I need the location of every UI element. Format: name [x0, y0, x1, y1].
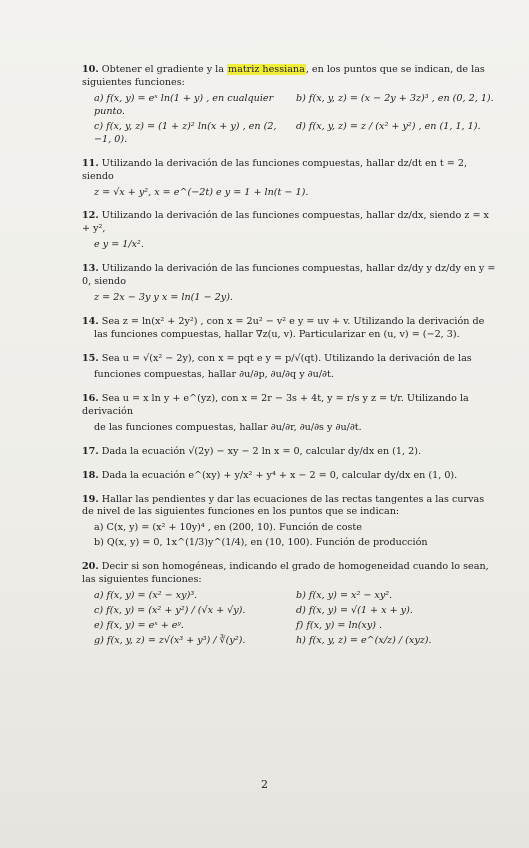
page-number: 2 [261, 778, 268, 791]
exercise-number: 13. [82, 263, 99, 275]
exercise-11 [82, 158, 498, 200]
exercise-19-intro: Hallar las pendientes y dar las ecuaciones de las rectas tangentes a las curvas de nivel de las siguientes funciones en los puntos que se indican: [82, 493, 485, 518]
exercise-number: 15. [82, 352, 99, 364]
exercise-12-line2: e y = 1/x². [94, 239, 144, 251]
exercise-10-intro [82, 64, 498, 90]
exercise-number: 18. [82, 469, 99, 481]
exercise-list [82, 64, 498, 659]
exercise-12 [82, 210, 498, 252]
exercise-number: 19. [82, 493, 99, 505]
exercise-19-items [94, 522, 498, 550]
exercise-19 [82, 494, 498, 551]
exercise-12-line1: Utilizando la derivación de las funciones compuestas, hallar dz/dx, siendo z = x + y², [82, 210, 489, 235]
exercise-20-items [94, 590, 498, 648]
item-e: e) f(x, y) = eˣ + eʸ. [94, 620, 184, 631]
item-b: b) f(x, y) = x² − xy². [296, 590, 393, 602]
exercise-number: 14. [82, 316, 99, 328]
item-row [94, 121, 498, 147]
exercise-10-items [94, 93, 498, 147]
exercise-13-line2: z = 2x − 3y y x = ln(1 − 2y). [94, 292, 233, 304]
exercise-number: 20. [82, 561, 99, 573]
exercise-15 [82, 353, 498, 382]
item-row [94, 93, 498, 119]
exercise-17 [82, 446, 498, 459]
item-row [94, 605, 498, 618]
exercise-14-line1: Sea z = ln(x² + 2y²) , con x = 2u² − v² e y = uv + v. Utilizando la derivación de [101, 316, 485, 328]
exercise-18-line1: Dada la ecuación e^(xy) + y/x² + y⁴ + x − 2 = 0, calcular dy/dx en (1, 0). [101, 469, 458, 481]
exercise-20 [82, 561, 498, 648]
exercise-number: 17. [82, 445, 99, 457]
exercise-18 [82, 470, 498, 483]
exercise-15-line2: funciones compuestas, hallar ∂u/∂p, ∂u/∂q y ∂u/∂t. [94, 368, 334, 380]
exercise-number: 11. [82, 157, 99, 169]
exercise-11-line1: Utilizando la derivación de las funciones compuestas, hallar dz/dt en t = 2, siendo [82, 157, 467, 182]
exercise-16 [82, 393, 498, 435]
item-row [94, 590, 498, 603]
item-row [94, 635, 498, 648]
item-c: c) f(x, y, z) = (1 + z)² ln(x + y) , en (2, −1, 0). [94, 120, 277, 145]
exercise-10-intro-pre: Obtener el gradiente y la [101, 64, 227, 75]
exercise-16-line1: Sea u = x ln y + e^(yz), con x = 2r − 3s + 4t, y = r/s y z = t/r. Utilizando la derivación [82, 392, 469, 417]
item-row [94, 620, 498, 633]
exercise-number: 12. [82, 210, 99, 222]
exercise-20-intro: Decir si son homogéneas, indicando el grado de homogeneidad cuando lo sean, las siguientes funciones: [82, 561, 489, 586]
item-a: a) f(x, y) = eˣ ln(1 + y) , en cualquier punto. [94, 92, 274, 117]
exercise-10 [82, 64, 498, 147]
exercise-17-line1: Dada la ecuación √(2y) − xy − 2 ln x = 0, calcular dy/dx en (1, 2). [101, 445, 422, 457]
item-d: d) f(x, y) = √(1 + x + y). [296, 605, 413, 617]
highlighted-text: matriz hessiana [228, 64, 305, 75]
item-b: b) f(x, y, z) = (x − 2y + 3z)³ , en (0, 2, 1). [296, 92, 494, 104]
exercise-13-line1: Utilizando la derivación de las funciones compuestas, hallar dz/dy y dz/dy en y = 0, siendo [82, 263, 496, 288]
exercise-14 [82, 316, 498, 342]
exercise-13 [82, 263, 498, 305]
item-a: a) f(x, y) = (x² − xy)³. [94, 590, 198, 602]
item-g: g) f(x, y, z) = z√(x³ + y³) / ∛(y²). [94, 634, 246, 646]
item-h: h) f(x, y, z) = e^(x/z) / (xyz). [296, 634, 432, 646]
exercise-number: 10. [82, 64, 99, 75]
item-c: c) f(x, y) = (x² + y²) / (√x + √y). [94, 605, 246, 617]
exercise-11-line2: z = √x + y², x = e^(−2t) e y = 1 + ln(t − 1). [94, 186, 309, 198]
item-f: f) f(x, y) = ln(xy) . [296, 620, 383, 631]
exercise-14-line2: las funciones compuestas, hallar ∇z(u, v). Particularizar en (u, v) = (−2, 3). [94, 329, 460, 340]
item-a: a) C(x, y) = (x² + 10y)⁴ , en (200, 10). Función de coste [94, 522, 362, 534]
item-b: b) Q(x, y) = 0, 1x^(1/3)y^(1/4), en (10, 100). Función de producción [94, 537, 428, 549]
exercise-15-line1: Sea u = √(x² − 2y), con x = pqt e y = p/√(qt). Utilizando la derivación de las [101, 352, 472, 364]
exercise-10-intro-post: , en los puntos que se indican, de las siguientes funciones: [82, 64, 485, 88]
exercise-number: 16. [82, 392, 99, 404]
item-d: d) f(x, y, z) = z / (x² + y²) , en (1, 1, 1). [296, 120, 481, 132]
exercise-16-line2: de las funciones compuestas, hallar ∂u/∂r, ∂u/∂s y ∂u/∂t. [94, 421, 362, 433]
